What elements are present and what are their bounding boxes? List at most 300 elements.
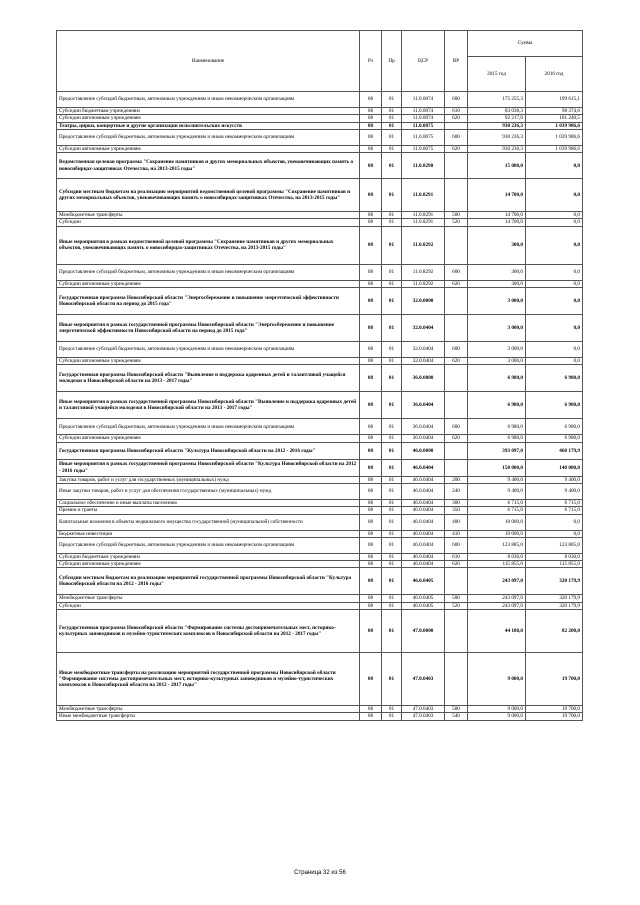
row-rz-cell: 08 bbox=[360, 92, 382, 108]
table-row bbox=[57, 280, 583, 287]
table-row bbox=[57, 568, 583, 595]
row-csr-cell: 11.0.8292 bbox=[402, 264, 445, 280]
row-vr-cell bbox=[445, 179, 468, 212]
table-row bbox=[57, 561, 583, 568]
table-row bbox=[57, 553, 583, 560]
row-vr-cell: 600 bbox=[445, 92, 468, 108]
table-row bbox=[57, 706, 583, 713]
row-sum-2015-cell: 300,0 bbox=[468, 264, 526, 280]
row-rz-cell: 08 bbox=[360, 219, 382, 226]
row-sum-2015-cell: 92 217,0 bbox=[468, 115, 526, 122]
row-vr-cell: 240 bbox=[445, 483, 468, 499]
row-vr-cell bbox=[445, 610, 468, 653]
row-sum-2016-cell: 6 715,0 bbox=[526, 499, 583, 506]
row-csr-cell: 46.0.0404 bbox=[402, 530, 445, 537]
row-csr-cell: 46.0.0404 bbox=[402, 514, 445, 530]
row-sum-2016-cell: 6 980,0 bbox=[526, 419, 583, 435]
row-sum-2015-cell: 300,0 bbox=[468, 226, 526, 264]
table-row bbox=[57, 653, 583, 706]
row-rz-cell: 08 bbox=[360, 342, 382, 358]
header-vr: ВР bbox=[445, 31, 468, 92]
row-sum-2016-cell: 0,0 bbox=[526, 153, 583, 179]
row-vr-cell: 540 bbox=[445, 713, 468, 720]
row-vr-cell: 620 bbox=[445, 561, 468, 568]
header-name: Наименование bbox=[57, 31, 360, 92]
row-csr-cell: 46.0.0404 bbox=[402, 553, 445, 560]
row-vr-cell: 600 bbox=[445, 342, 468, 358]
table-row bbox=[57, 499, 583, 506]
row-sum-2015-cell: 243 097,0 bbox=[468, 568, 526, 595]
row-csr-cell: 36.0.0404 bbox=[402, 435, 445, 442]
row-sum-2016-cell: 19 700,0 bbox=[526, 706, 583, 713]
row-vr-cell bbox=[445, 653, 468, 706]
row-rz-cell: 08 bbox=[360, 145, 382, 152]
row-sum-2015-cell: 6 715,0 bbox=[468, 499, 526, 506]
row-sum-2016-cell: 1 039 986,6 bbox=[526, 122, 583, 129]
row-name-cell: Субсидии автономным учреждениям bbox=[57, 561, 360, 568]
row-sum-2016-cell: 199 615,1 bbox=[526, 92, 583, 108]
row-sum-2016-cell: 0,0 bbox=[526, 288, 583, 315]
row-pr-cell: 01 bbox=[382, 419, 402, 435]
row-name-cell: Субсидии бюджетным учреждениям bbox=[57, 553, 360, 560]
row-csr-cell: 46.0.0404 bbox=[402, 483, 445, 499]
table-row bbox=[57, 288, 583, 315]
row-csr-cell: 36.0.0404 bbox=[402, 392, 445, 419]
row-vr-cell: 350 bbox=[445, 507, 468, 514]
table-row bbox=[57, 129, 583, 145]
row-name-cell: Иные мероприятия в рамках государственной программы Новосибирской области "Выявление и поддержка одаренных детей и талантливой учащейся молодежи в Новосибирской области на 2013 - 2017 годы" bbox=[57, 392, 360, 419]
row-sum-2016-cell: 1 039 986,6 bbox=[526, 129, 583, 145]
row-rz-cell: 08 bbox=[360, 122, 382, 129]
row-sum-2015-cell: 3 000,0 bbox=[468, 358, 526, 365]
row-rz-cell: 08 bbox=[360, 280, 382, 287]
row-vr-cell: 600 bbox=[445, 419, 468, 435]
row-sum-2015-cell: 9 400,0 bbox=[468, 476, 526, 483]
row-rz-cell: 08 bbox=[360, 459, 382, 476]
row-pr-cell: 01 bbox=[382, 108, 402, 115]
row-pr-cell: 01 bbox=[382, 392, 402, 419]
row-rz-cell: 08 bbox=[360, 365, 382, 392]
row-csr-cell: 11.0.8291 bbox=[402, 179, 445, 212]
row-rz-cell: 08 bbox=[360, 115, 382, 122]
row-rz-cell: 08 bbox=[360, 507, 382, 514]
row-name-cell: Иные мероприятия в рамках ведомственной целевой программы "Сохранение памятников и других мемориальных объектов, увековечивающих память о новосибирцах-защитниках Отечества, на 2013-2015 годы" bbox=[57, 226, 360, 264]
row-rz-cell: 08 bbox=[360, 653, 382, 706]
row-rz-cell: 08 bbox=[360, 153, 382, 179]
row-pr-cell: 01 bbox=[382, 219, 402, 226]
row-name-cell: Субсидии местным бюджетам на реализацию мероприятий ведомственной целевой программы "Сохранение памятников и других мемориальных объектов, увековечивающих память о новосибирцах-защитниках Отечества, на 2013-2015 годы" bbox=[57, 179, 360, 212]
row-rz-cell: 08 bbox=[360, 476, 382, 483]
row-name-cell: Субсидии местным бюджетам на реализацию мероприятий государственной программы Новосибирской области "Культура Новосибирской области на 2012 - 2016 годы" bbox=[57, 568, 360, 595]
row-rz-cell: 08 bbox=[360, 392, 382, 419]
row-name-cell: Субсидии автономным учреждениям bbox=[57, 115, 360, 122]
row-vr-cell: 620 bbox=[445, 280, 468, 287]
row-pr-cell: 01 bbox=[382, 288, 402, 315]
row-rz-cell: 08 bbox=[360, 713, 382, 720]
table-row bbox=[57, 264, 583, 280]
row-vr-cell bbox=[445, 122, 468, 129]
header-sum: Сумма bbox=[468, 31, 583, 57]
row-name-cell: Субсидии автономным учреждениям bbox=[57, 435, 360, 442]
row-vr-cell: 600 bbox=[445, 537, 468, 553]
row-rz-cell: 08 bbox=[360, 483, 382, 499]
row-sum-2015-cell: 930 236,3 bbox=[468, 145, 526, 152]
row-name-cell: Ведомственная целевая программа "Сохранение памятников и других мемориальных объектов, увековечивающих память о новосибирцах-защитниках Отечества, на 2013-2015 годы" bbox=[57, 153, 360, 179]
row-vr-cell: 620 bbox=[445, 435, 468, 442]
row-vr-cell: 600 bbox=[445, 129, 468, 145]
row-name-cell: Субсидии bbox=[57, 602, 360, 609]
row-name-cell: Межбюджетные трансферты bbox=[57, 212, 360, 219]
row-sum-2016-cell: 82 200,0 bbox=[526, 610, 583, 653]
row-sum-2015-cell: 930 236,3 bbox=[468, 122, 526, 129]
row-vr-cell: 520 bbox=[445, 602, 468, 609]
row-sum-2016-cell: 6 715,0 bbox=[526, 507, 583, 514]
row-sum-2015-cell: 15 000,0 bbox=[468, 153, 526, 179]
row-sum-2016-cell: 6 980,0 bbox=[526, 392, 583, 419]
row-csr-cell: 11.0.0074 bbox=[402, 108, 445, 115]
row-pr-cell: 01 bbox=[382, 92, 402, 108]
table-body bbox=[57, 92, 583, 721]
row-vr-cell: 500 bbox=[445, 706, 468, 713]
row-vr-cell bbox=[445, 568, 468, 595]
row-sum-2015-cell: 10 000,0 bbox=[468, 514, 526, 530]
row-pr-cell: 01 bbox=[382, 342, 402, 358]
row-sum-2015-cell: 3 000,0 bbox=[468, 288, 526, 315]
row-name-cell: Иные межбюджетные трансферты bbox=[57, 713, 360, 720]
row-sum-2016-cell: 6 980,0 bbox=[526, 435, 583, 442]
page-footer: Страница 32 из 56 bbox=[294, 870, 346, 876]
budget-table bbox=[56, 30, 583, 721]
row-name-cell: Закупка товаров, работ и услуг для государственных (муниципальных) нужд bbox=[57, 476, 360, 483]
table-row bbox=[57, 713, 583, 720]
row-name-cell: Предоставление субсидий бюджетным, автономным учреждениям и иным некоммерческим организациям bbox=[57, 92, 360, 108]
row-pr-cell: 01 bbox=[382, 129, 402, 145]
row-vr-cell: 400 bbox=[445, 514, 468, 530]
row-sum-2016-cell: 6 980,0 bbox=[526, 365, 583, 392]
row-csr-cell: 11.0.0075 bbox=[402, 129, 445, 145]
row-name-cell: Субсидии автономным учреждениям bbox=[57, 145, 360, 152]
row-vr-cell bbox=[445, 442, 468, 459]
row-rz-cell: 08 bbox=[360, 602, 382, 609]
row-sum-2016-cell: 9 400,0 bbox=[526, 483, 583, 499]
row-pr-cell: 01 bbox=[382, 153, 402, 179]
row-rz-cell: 08 bbox=[360, 435, 382, 442]
row-name-cell: Иные мероприятия в рамках государственной программы Новосибирской области "Культура Новосибирской области на 2012 - 2016 годы" bbox=[57, 459, 360, 476]
row-csr-cell: 11.0.8290 bbox=[402, 153, 445, 179]
row-name-cell: Предоставление субсидий бюджетным, автономным учреждениям и иным некоммерческим организациям bbox=[57, 129, 360, 145]
row-vr-cell: 500 bbox=[445, 595, 468, 602]
row-name-cell: Премии и гранты bbox=[57, 507, 360, 514]
row-pr-cell: 01 bbox=[382, 553, 402, 560]
row-sum-2016-cell: 140 000,0 bbox=[526, 459, 583, 476]
row-pr-cell: 01 bbox=[382, 179, 402, 212]
row-rz-cell: 08 bbox=[360, 553, 382, 560]
row-name-cell: Театры, цирки, концертные и другие организации исполнительских искусств bbox=[57, 122, 360, 129]
row-sum-2016-cell: 320 179,9 bbox=[526, 602, 583, 609]
row-sum-2016-cell: 0,0 bbox=[526, 212, 583, 219]
row-rz-cell: 08 bbox=[360, 358, 382, 365]
table-row bbox=[57, 212, 583, 219]
table-row bbox=[57, 530, 583, 537]
row-pr-cell: 01 bbox=[382, 315, 402, 342]
row-csr-cell: 32.0.0404 bbox=[402, 315, 445, 342]
row-csr-cell: 11.0.8291 bbox=[402, 219, 445, 226]
table-row bbox=[57, 179, 583, 212]
row-pr-cell: 01 bbox=[382, 459, 402, 476]
table-row bbox=[57, 342, 583, 358]
table-row bbox=[57, 483, 583, 499]
row-sum-2015-cell: 9 000,0 bbox=[468, 653, 526, 706]
row-rz-cell: 08 bbox=[360, 530, 382, 537]
row-csr-cell: 47.0.0403 bbox=[402, 713, 445, 720]
row-sum-2016-cell: 19 700,0 bbox=[526, 713, 583, 720]
table-row bbox=[57, 365, 583, 392]
row-sum-2015-cell: 115 855,0 bbox=[468, 561, 526, 568]
row-sum-2016-cell: 460 179,9 bbox=[526, 442, 583, 459]
row-csr-cell: 46.0.0404 bbox=[402, 537, 445, 553]
row-vr-cell: 620 bbox=[445, 145, 468, 152]
row-sum-2015-cell: 9 000,0 bbox=[468, 713, 526, 720]
row-sum-2016-cell: 115 855,0 bbox=[526, 561, 583, 568]
row-csr-cell: 11.0.0075 bbox=[402, 145, 445, 152]
row-name-cell: Социальное обеспечение и иные выплаты населению bbox=[57, 499, 360, 506]
row-sum-2015-cell: 83 038,3 bbox=[468, 108, 526, 115]
row-pr-cell: 01 bbox=[382, 145, 402, 152]
row-sum-2015-cell: 6 980,0 bbox=[468, 365, 526, 392]
row-sum-2015-cell: 6 980,0 bbox=[468, 392, 526, 419]
row-csr-cell: 46.0.0404 bbox=[402, 476, 445, 483]
header-csr: ЦСР bbox=[402, 31, 445, 92]
row-sum-2016-cell: 320 179,9 bbox=[526, 595, 583, 602]
table-row bbox=[57, 595, 583, 602]
row-name-cell: Государственная программа Новосибирской области "Выявление и поддержка одаренных детей и талантливой учащейся молодежи в Новосибирской области на 2013 - 2017 годы" bbox=[57, 365, 360, 392]
row-rz-cell: 08 bbox=[360, 108, 382, 115]
table-row bbox=[57, 602, 583, 609]
row-csr-cell: 47.0.0000 bbox=[402, 610, 445, 653]
header-pr: Пр bbox=[382, 31, 402, 92]
row-rz-cell: 08 bbox=[360, 315, 382, 342]
row-sum-2016-cell: 0,0 bbox=[526, 358, 583, 365]
row-name-cell: Субсидии автономным учреждениям bbox=[57, 358, 360, 365]
row-name-cell: Иные межбюджетные трансферты на реализацию мероприятий государственной программы Новосибирской области "Формирование системы достопримечательных мест, историко-культурных заповедников и музейно-туристических комплексов в Новосибирской области на 2012 - 2017 годы" bbox=[57, 653, 360, 706]
row-csr-cell: 11.0.0074 bbox=[402, 115, 445, 122]
row-pr-cell: 01 bbox=[382, 537, 402, 553]
row-sum-2015-cell: 123 885,0 bbox=[468, 537, 526, 553]
header-2016: 2016 год bbox=[526, 57, 583, 92]
row-name-cell: Межбюджетные трансферты bbox=[57, 706, 360, 713]
table-row bbox=[57, 358, 583, 365]
row-sum-2015-cell: 14 700,0 bbox=[468, 219, 526, 226]
row-rz-cell: 08 bbox=[360, 419, 382, 435]
row-vr-cell bbox=[445, 459, 468, 476]
row-sum-2016-cell: 101 240,5 bbox=[526, 115, 583, 122]
row-pr-cell: 01 bbox=[382, 442, 402, 459]
row-csr-cell: 46.0.0405 bbox=[402, 568, 445, 595]
row-sum-2016-cell: 0,0 bbox=[526, 264, 583, 280]
row-rz-cell: 08 bbox=[360, 561, 382, 568]
table-row bbox=[57, 153, 583, 179]
row-vr-cell: 620 bbox=[445, 115, 468, 122]
row-sum-2016-cell: 123 885,0 bbox=[526, 537, 583, 553]
row-csr-cell: 32.0.0404 bbox=[402, 342, 445, 358]
row-pr-cell: 01 bbox=[382, 713, 402, 720]
row-sum-2016-cell: 0,0 bbox=[526, 219, 583, 226]
row-csr-cell: 46.0.0405 bbox=[402, 602, 445, 609]
table-row bbox=[57, 122, 583, 129]
row-rz-cell: 08 bbox=[360, 212, 382, 219]
row-pr-cell: 01 bbox=[382, 706, 402, 713]
table-row bbox=[57, 92, 583, 108]
row-sum-2015-cell: 8 030,0 bbox=[468, 553, 526, 560]
row-vr-cell: 610 bbox=[445, 553, 468, 560]
row-sum-2015-cell: 6 980,0 bbox=[468, 435, 526, 442]
row-sum-2015-cell: 6 715,0 bbox=[468, 507, 526, 514]
row-sum-2015-cell: 393 097,0 bbox=[468, 442, 526, 459]
row-csr-cell: 11.0.0075 bbox=[402, 122, 445, 129]
row-csr-cell: 11.0.8292 bbox=[402, 226, 445, 264]
table-row bbox=[57, 145, 583, 152]
row-vr-cell bbox=[445, 153, 468, 179]
row-sum-2016-cell: 320 179,9 bbox=[526, 568, 583, 595]
row-vr-cell: 500 bbox=[445, 212, 468, 219]
row-sum-2016-cell: 8 030,0 bbox=[526, 553, 583, 560]
row-sum-2015-cell: 243 097,0 bbox=[468, 602, 526, 609]
row-csr-cell: 32.0.0404 bbox=[402, 358, 445, 365]
row-sum-2015-cell: 175 255,3 bbox=[468, 92, 526, 108]
row-rz-cell: 08 bbox=[360, 706, 382, 713]
row-sum-2015-cell: 6 980,0 bbox=[468, 419, 526, 435]
row-rz-cell: 08 bbox=[360, 226, 382, 264]
row-pr-cell: 01 bbox=[382, 264, 402, 280]
row-rz-cell: 08 bbox=[360, 514, 382, 530]
row-name-cell: Капитальные вложения в объекты недвижимого имущества государственной (муниципальной) собственности bbox=[57, 514, 360, 530]
row-sum-2016-cell: 19 700,0 bbox=[526, 653, 583, 706]
row-sum-2015-cell: 300,0 bbox=[468, 280, 526, 287]
row-sum-2015-cell: 9 000,0 bbox=[468, 706, 526, 713]
row-csr-cell: 46.0.0000 bbox=[402, 442, 445, 459]
table-row bbox=[57, 392, 583, 419]
table-row bbox=[57, 435, 583, 442]
row-rz-cell: 08 bbox=[360, 595, 382, 602]
header-rz: Рз bbox=[360, 31, 382, 92]
row-pr-cell: 01 bbox=[382, 499, 402, 506]
row-pr-cell: 01 bbox=[382, 280, 402, 287]
header-row-top bbox=[57, 31, 583, 57]
row-pr-cell: 01 bbox=[382, 122, 402, 129]
table-row bbox=[57, 115, 583, 122]
row-csr-cell: 36.0.0404 bbox=[402, 419, 445, 435]
row-sum-2015-cell: 930 236,3 bbox=[468, 129, 526, 145]
row-pr-cell: 01 bbox=[382, 435, 402, 442]
header-2015: 2015 год bbox=[468, 57, 526, 92]
row-vr-cell bbox=[445, 226, 468, 264]
table-row bbox=[57, 315, 583, 342]
row-rz-cell: 08 bbox=[360, 264, 382, 280]
row-sum-2015-cell: 150 000,0 bbox=[468, 459, 526, 476]
table-row bbox=[57, 514, 583, 530]
row-name-cell: Субсидии бюджетным учреждениям bbox=[57, 108, 360, 115]
row-sum-2016-cell: 1 039 986,6 bbox=[526, 145, 583, 152]
row-pr-cell: 01 bbox=[382, 358, 402, 365]
row-rz-cell: 08 bbox=[360, 537, 382, 553]
row-csr-cell: 36.0.0000 bbox=[402, 365, 445, 392]
row-csr-cell: 46.0.0404 bbox=[402, 507, 445, 514]
row-sum-2015-cell: 14 700,0 bbox=[468, 179, 526, 212]
row-pr-cell: 01 bbox=[382, 476, 402, 483]
row-name-cell: Государственная программа Новосибирской области "Энергосбережение и повышение энергетической эффективности Новосибирской области на период до 2015 года" bbox=[57, 288, 360, 315]
row-name-cell: Предоставление субсидий бюджетным, автономным учреждениям и иным некоммерческим организациям bbox=[57, 537, 360, 553]
row-name-cell: Государственная программа Новосибирской области "Культура Новосибирской области на 2012 - 2016 годы" bbox=[57, 442, 360, 459]
row-vr-cell bbox=[445, 392, 468, 419]
row-pr-cell: 01 bbox=[382, 212, 402, 219]
row-sum-2016-cell: 0,0 bbox=[526, 530, 583, 537]
row-vr-cell: 410 bbox=[445, 530, 468, 537]
row-pr-cell: 01 bbox=[382, 595, 402, 602]
row-pr-cell: 01 bbox=[382, 602, 402, 609]
budget-table-sheet bbox=[56, 30, 582, 721]
row-sum-2015-cell: 9 400,0 bbox=[468, 483, 526, 499]
row-sum-2015-cell: 44 180,0 bbox=[468, 610, 526, 653]
row-vr-cell bbox=[445, 288, 468, 315]
row-csr-cell: 11.0.0074 bbox=[402, 92, 445, 108]
row-pr-cell: 01 bbox=[382, 514, 402, 530]
row-csr-cell: 46.0.0404 bbox=[402, 499, 445, 506]
row-pr-cell: 01 bbox=[382, 653, 402, 706]
row-rz-cell: 08 bbox=[360, 610, 382, 653]
row-vr-cell: 520 bbox=[445, 219, 468, 226]
row-vr-cell bbox=[445, 315, 468, 342]
row-name-cell: Предоставление субсидий бюджетным, автономным учреждениям и иным некоммерческим организациям bbox=[57, 264, 360, 280]
row-sum-2015-cell: 3 000,0 bbox=[468, 342, 526, 358]
row-name-cell: Межбюджетные трансферты bbox=[57, 595, 360, 602]
row-pr-cell: 01 bbox=[382, 610, 402, 653]
table-row bbox=[57, 476, 583, 483]
row-pr-cell: 01 bbox=[382, 365, 402, 392]
table-row bbox=[57, 219, 583, 226]
row-rz-cell: 08 bbox=[360, 288, 382, 315]
row-sum-2016-cell: 98 374,6 bbox=[526, 108, 583, 115]
row-vr-cell: 610 bbox=[445, 108, 468, 115]
table-row bbox=[57, 226, 583, 264]
table-row bbox=[57, 507, 583, 514]
row-pr-cell: 01 bbox=[382, 483, 402, 499]
row-name-cell: Субсидии bbox=[57, 219, 360, 226]
row-sum-2016-cell: 0,0 bbox=[526, 315, 583, 342]
row-pr-cell: 01 bbox=[382, 568, 402, 595]
row-rz-cell: 08 bbox=[360, 129, 382, 145]
row-vr-cell: 600 bbox=[445, 264, 468, 280]
row-pr-cell: 01 bbox=[382, 226, 402, 264]
row-name-cell: Иные мероприятия в рамках государственной программы Новосибирской области "Энергосбережение и повышение энергетической эффективности Новосибирской области на период до 2015 года" bbox=[57, 315, 360, 342]
row-name-cell: Предоставление субсидий бюджетным, автономным учреждениям и иным некоммерческим организациям bbox=[57, 342, 360, 358]
row-csr-cell: 46.0.0404 bbox=[402, 561, 445, 568]
row-csr-cell: 11.0.8291 bbox=[402, 212, 445, 219]
row-rz-cell: 08 bbox=[360, 568, 382, 595]
row-csr-cell: 47.0.0403 bbox=[402, 653, 445, 706]
row-csr-cell: 47.0.0403 bbox=[402, 706, 445, 713]
table-row bbox=[57, 442, 583, 459]
row-csr-cell: 46.0.0404 bbox=[402, 459, 445, 476]
row-csr-cell: 32.0.0000 bbox=[402, 288, 445, 315]
row-pr-cell: 01 bbox=[382, 507, 402, 514]
row-name-cell: Предоставление субсидий бюджетным, автономным учреждениям и иным некоммерческим организациям bbox=[57, 419, 360, 435]
row-sum-2015-cell: 14 700,0 bbox=[468, 212, 526, 219]
row-rz-cell: 08 bbox=[360, 442, 382, 459]
row-sum-2016-cell: 9 400,0 bbox=[526, 476, 583, 483]
row-sum-2016-cell: 0,0 bbox=[526, 280, 583, 287]
row-sum-2015-cell: 10 000,0 bbox=[468, 530, 526, 537]
row-csr-cell: 11.0.8292 bbox=[402, 280, 445, 287]
